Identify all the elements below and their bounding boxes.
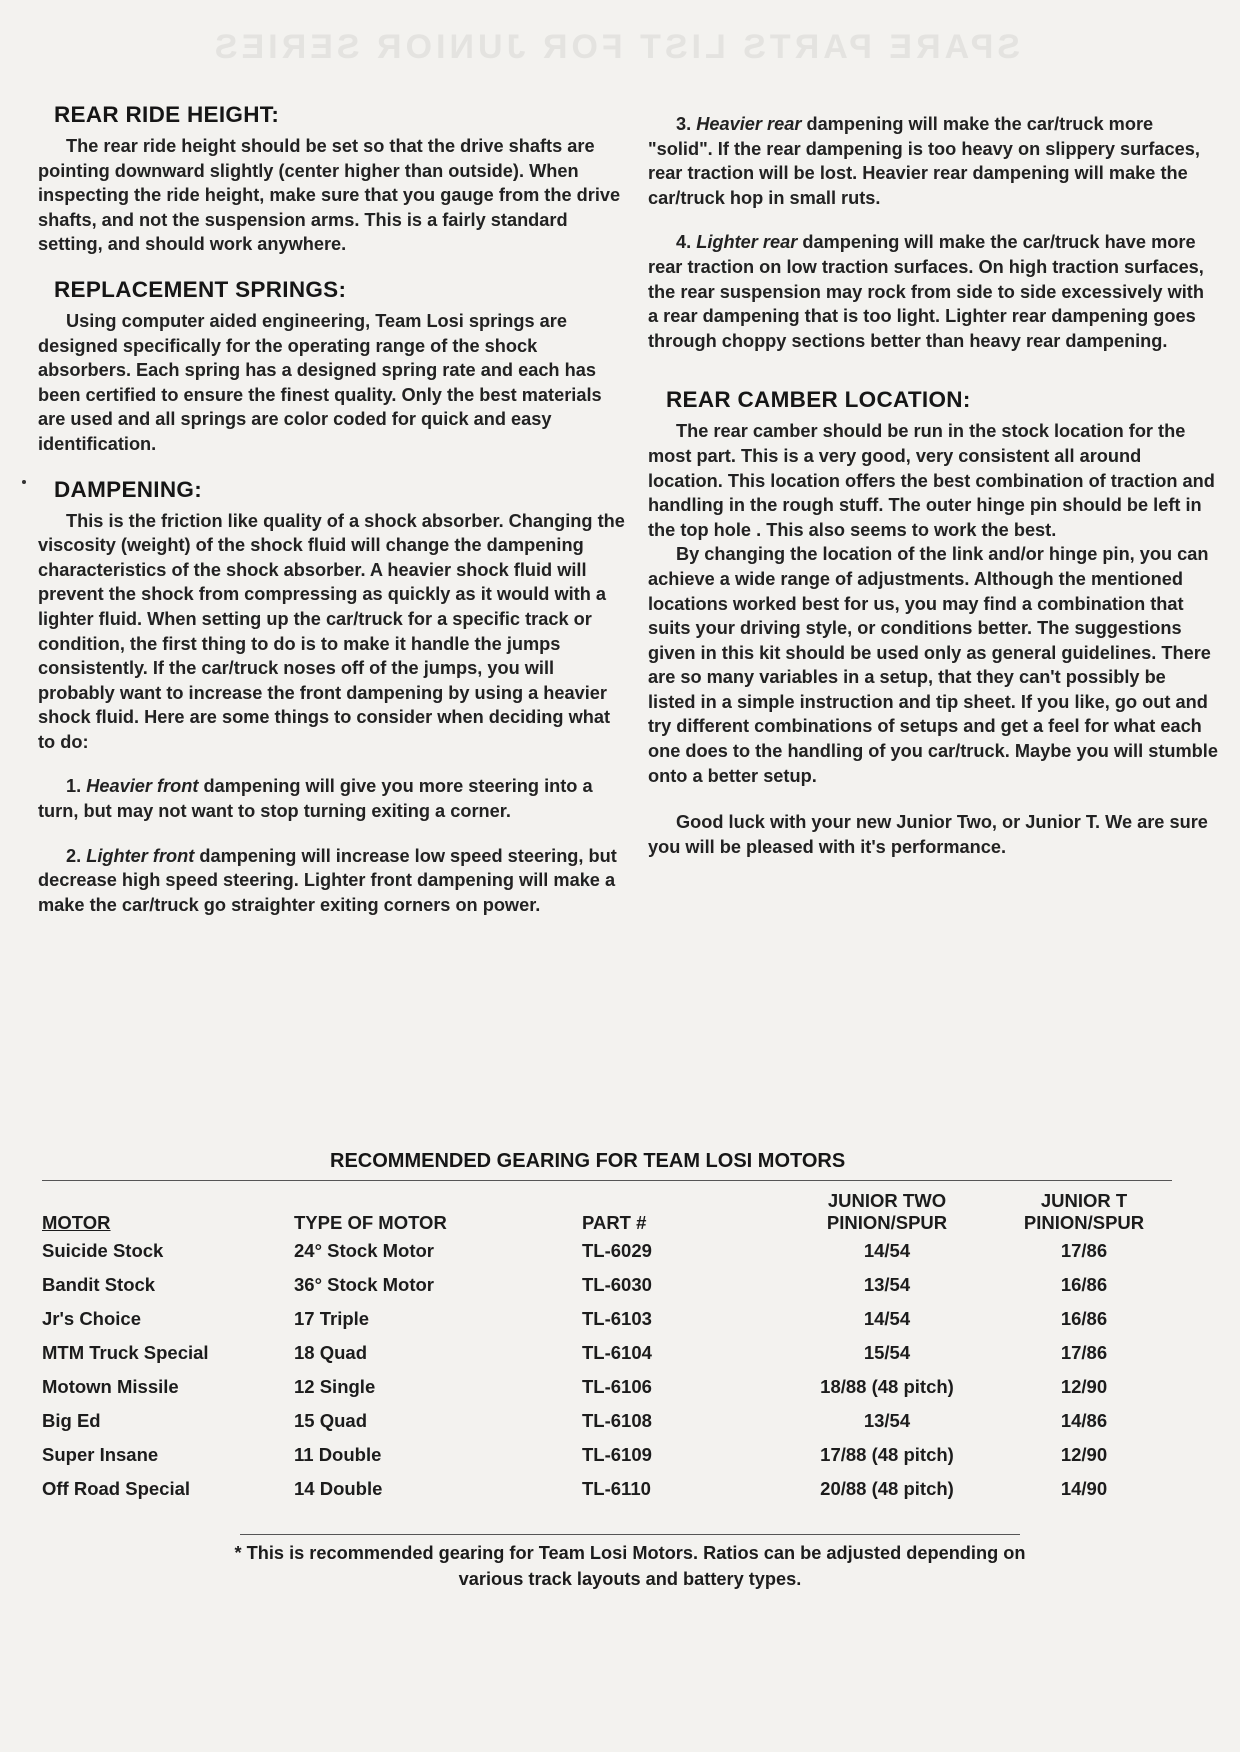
- section-replacement-springs: [38, 277, 628, 457]
- cell-junior-two: 20/88 (48 pitch): [820, 1478, 954, 1499]
- table-row: [42, 1438, 1172, 1472]
- cell-junior-two: 17/88 (48 pitch): [820, 1444, 954, 1465]
- dampening-item-3: 3. Heavier rear dampening will make the car/truck more "solid". If the rear dampening is too heavy on slippery surfaces, rear traction will be lost. Heavier rear dampening will make the car/truck hop in small ruts.: [648, 114, 1200, 208]
- cell-motor: Super Insane: [42, 1444, 159, 1465]
- cell-junior-t: 14/90: [1060, 1478, 1108, 1499]
- table-row: [42, 1302, 1172, 1336]
- cell-type: 12 Single: [294, 1376, 376, 1397]
- table-row: [42, 1472, 1172, 1506]
- cell-type: 36° Stock Motor: [294, 1274, 435, 1295]
- table-row: [42, 1404, 1172, 1438]
- cell-type: 24° Stock Motor: [294, 1240, 435, 1261]
- table-row: [42, 1336, 1172, 1370]
- cell-motor: Big Ed: [42, 1410, 101, 1431]
- cell-type: 15 Quad: [294, 1410, 367, 1431]
- paragraph-dampening: This is the friction like quality of a shock absorber. Changing the viscosity (weight) of the shock fluid will change the dampening characteristics of the shock absorber. A heavier shock fluid will prevent the shock from compressing as quickly as it would with a lighter fluid. When setting up the car/truck for a specific track or condition, the first thing to do is to make it handle the jumps consistently. If the car/truck noses off of the jumps, you will probably want to increase the front dampening by using a heavier shock fluid. Here are some things to consider when deciding what to do:: [38, 510, 625, 752]
- cell-part: TL-6109: [582, 1444, 652, 1465]
- cell-motor: Motown Missile: [42, 1376, 179, 1397]
- cell-junior-t: 12/90: [1060, 1376, 1108, 1397]
- paragraph-closing: Good luck with your new Junior Two, or Junior T. We are sure you will be pleased with it's performance.: [648, 812, 1208, 857]
- table-row: [42, 1370, 1172, 1404]
- cell-junior-t: 16/86: [1060, 1274, 1108, 1295]
- dampening-item-1: 1. Heavier front dampening will give you more steering into a turn, but may not want to stop turning exiting a corner.: [38, 776, 593, 822]
- cell-type: 11 Double: [294, 1444, 382, 1465]
- section-rear-camber: [648, 387, 1218, 859]
- header-junior-t: JUNIOR T PINION/SPUR: [1023, 1190, 1145, 1233]
- cell-part: TL-6106: [582, 1376, 652, 1397]
- left-column: [38, 102, 628, 937]
- cell-motor: Suicide Stock: [42, 1240, 164, 1261]
- section-rear-ride-height: [38, 102, 628, 257]
- cell-junior-two: 14/54: [863, 1308, 911, 1329]
- heading-dampening: DAMPENING:: [54, 476, 202, 502]
- gearing-footnote: * This is recommended gearing for Team Losi Motors. Ratios can be adjusted depending on various track layouts and battery types.: [234, 1543, 1026, 1589]
- header-junior-two: JUNIOR TWO PINION/SPUR: [826, 1190, 948, 1233]
- paragraph-rear-camber-1: The rear camber should be run in the stock location for the most part. This is a very good, very consistent all around location. This location offers the best combination of traction and handling in the rough stuff. The outer hinge pin should be left in the top hole . This also seems to work the best.: [648, 421, 1215, 540]
- paragraph-rear-camber-2: By changing the location of the link and/or hinge pin, you can achieve a wide range of adjustments. Although the mentioned locations worked best for us, you may find a combination that suits your driving style, or conditions better. The suggestions given in this kit should be used only as general guidelines. There are so many variables in a setup, that they can't possibly be listed in a simple instruction and tip sheet. If you like, go out and try different combinations of setups and get a feel for what each one does to the handling of you car/truck. Maybe you will stumble onto a better setup.: [648, 544, 1218, 786]
- margin-mark: [22, 480, 26, 484]
- paragraph-replacement-springs: Using computer aided engineering, Team Losi springs are designed specifically for the operating range of the shock absorbers. Each spring has a designed spring rate and each has been certified to ensure the finest quality. Only the best materials are used and all springs are color coded for quick and easy identification.: [38, 310, 602, 454]
- header-motor: MOTOR: [42, 1212, 111, 1233]
- gearing-title: RECOMMENDED GEARING FOR TEAM LOSI MOTORS: [330, 1150, 846, 1172]
- cell-type: 18 Quad: [294, 1342, 367, 1363]
- section-dampening: [38, 477, 628, 918]
- footnote-rule: [240, 1534, 1020, 1535]
- heading-rear-ride-height: REAR RIDE HEIGHT:: [54, 102, 280, 127]
- gearing-table: [42, 1188, 1172, 1506]
- gearing-top-rule: [42, 1180, 1172, 1181]
- right-column: [648, 112, 1218, 859]
- cell-part: TL-6110: [582, 1478, 651, 1499]
- header-type: TYPE OF MOTOR: [294, 1212, 447, 1233]
- cell-type: 17 Triple: [294, 1308, 370, 1329]
- cell-motor: Bandit Stock: [42, 1274, 156, 1295]
- heading-replacement-springs: REPLACEMENT SPRINGS:: [54, 276, 347, 302]
- cell-junior-t: 17/86: [1060, 1342, 1108, 1363]
- cell-junior-two: 14/54: [863, 1240, 911, 1261]
- cell-junior-two: 15/54: [863, 1342, 911, 1363]
- dampening-item-2: 2. Lighter front dampening will increase low speed steering, but decrease high speed steering. Lighter front dampening will make a make the car/truck go straighter exiting corners on power.: [38, 845, 617, 915]
- cell-junior-two: 13/54: [863, 1274, 911, 1295]
- paragraph-rear-ride-height: The rear ride height should be set so that the drive shafts are pointing downward slightly (center higher than outside). When inspecting the ride height, make sure that you gauge from the drive shafts, and not the suspension arms. This is a fairly standard setting, and should work anywhere.: [38, 136, 621, 255]
- cell-part: TL-6104: [582, 1342, 652, 1363]
- cell-junior-t: 17/86: [1060, 1240, 1108, 1261]
- cell-part: TL-6029: [582, 1240, 652, 1261]
- dampening-item-4: 4. Lighter rear dampening will make the car/truck have more rear traction on low traction surfaces. On high traction surfaces, the rear suspension may rock from side to side excessively with a rear dampening that is too light. Lighter rear dampening goes through choppy sections better than heavy rear dampening.: [648, 232, 1204, 351]
- gearing-header-row: [42, 1188, 1172, 1234]
- cell-junior-t: 14/86: [1060, 1410, 1108, 1431]
- cell-part: TL-6030: [582, 1274, 652, 1295]
- cell-motor: Off Road Special: [42, 1478, 191, 1499]
- bleed-through-heading: SPARE PARTS LIST FOR JUNIOR SERIES: [210, 28, 1020, 66]
- cell-motor: MTM Truck Special: [42, 1342, 209, 1363]
- cell-part: TL-6108: [582, 1410, 652, 1431]
- heading-rear-camber: REAR CAMBER LOCATION:: [666, 387, 971, 413]
- cell-junior-t: 16/86: [1060, 1308, 1108, 1329]
- cell-type: 14 Double: [294, 1478, 383, 1499]
- cell-motor: Jr's Choice: [42, 1308, 141, 1329]
- table-row: [42, 1268, 1172, 1302]
- cell-junior-two: 18/88 (48 pitch): [820, 1376, 954, 1397]
- cell-part: TL-6103: [582, 1308, 652, 1329]
- header-part: PART #: [582, 1212, 647, 1233]
- cell-junior-two: 13/54: [863, 1410, 911, 1431]
- cell-junior-t: 12/90: [1060, 1444, 1108, 1465]
- table-row: [42, 1234, 1172, 1268]
